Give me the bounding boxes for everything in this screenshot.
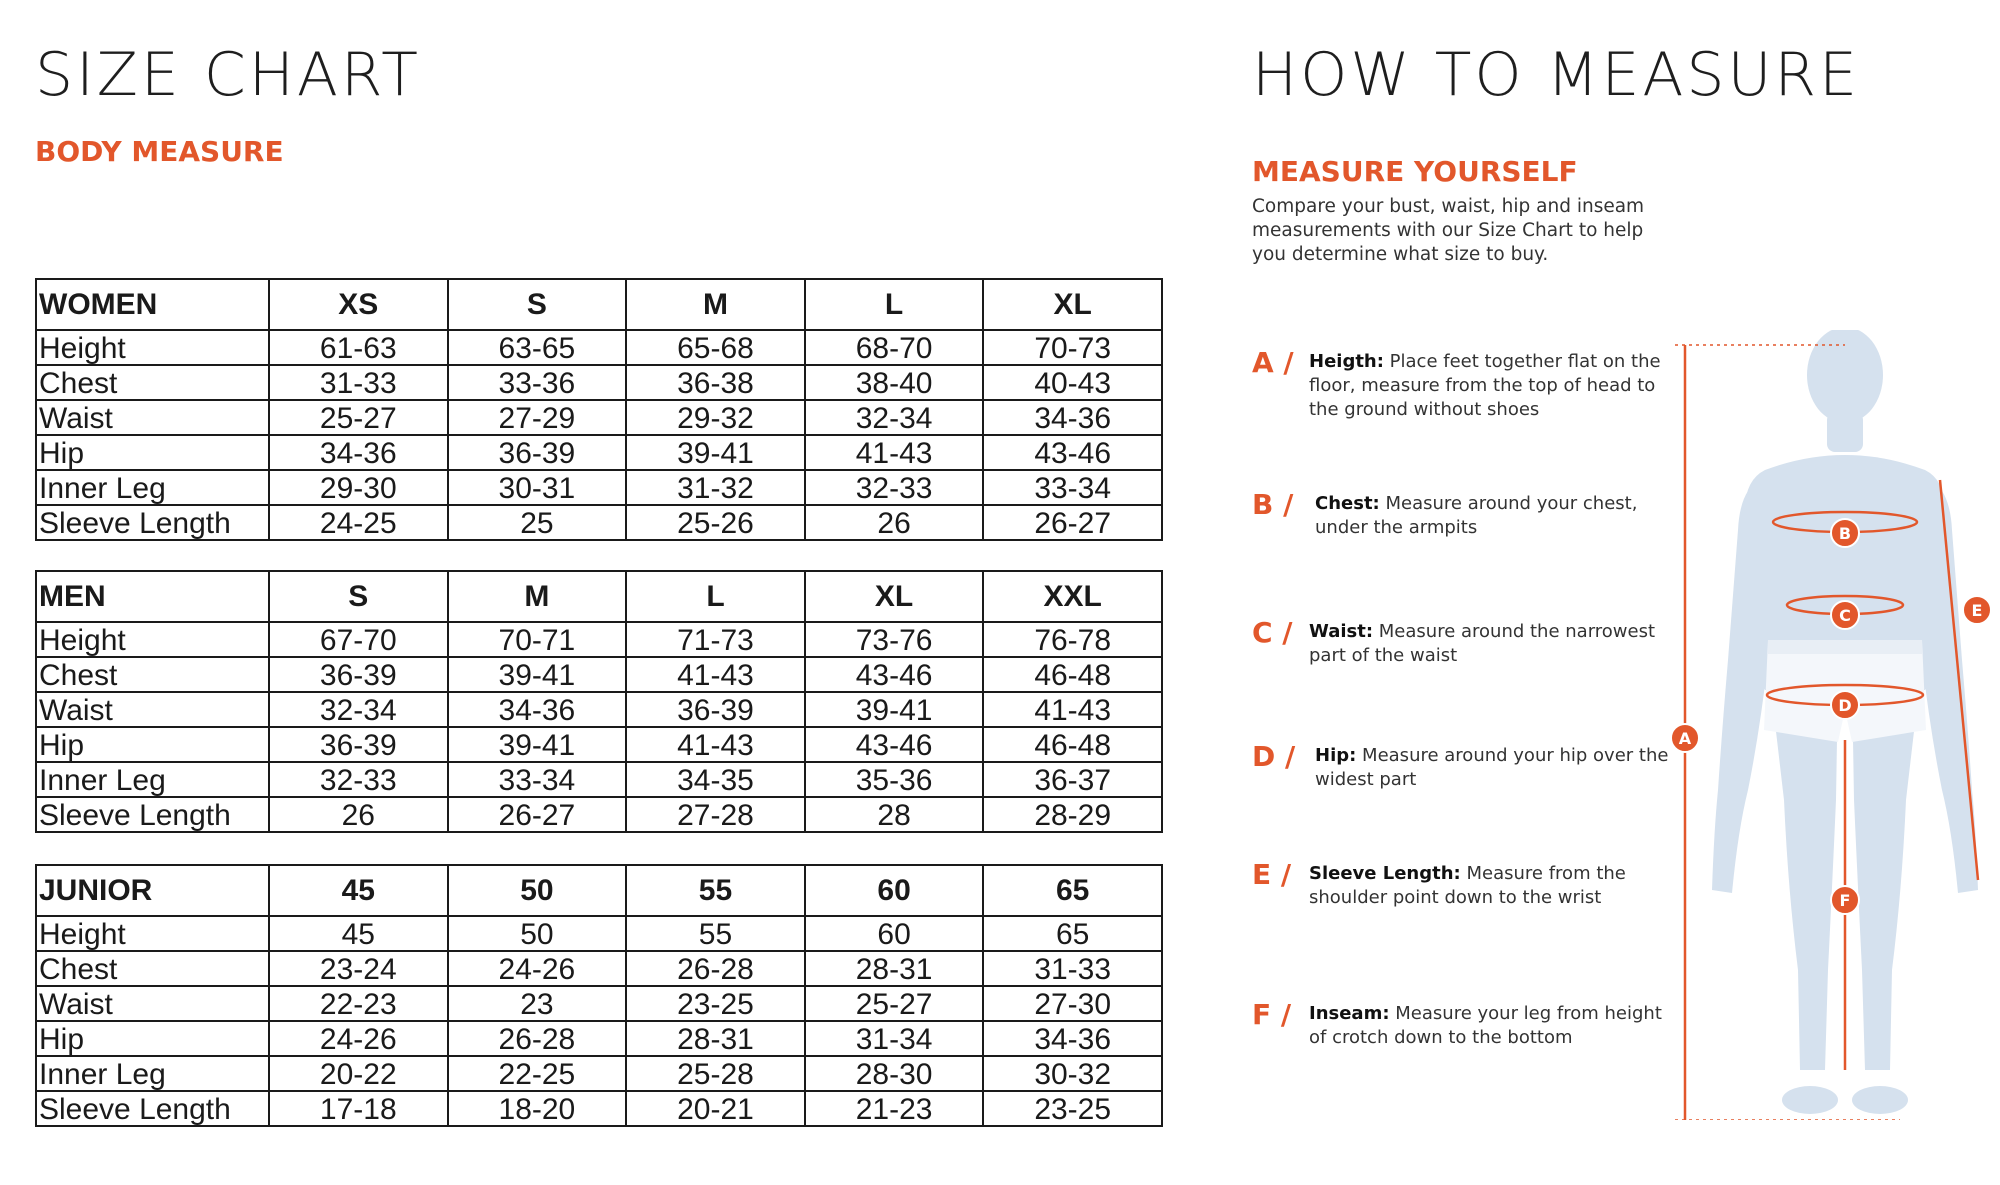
measure-label-cell: Sleeve Length bbox=[36, 797, 269, 832]
measure-label-cell: Height bbox=[36, 916, 269, 951]
table-row bbox=[36, 622, 1162, 657]
measure-label-cell: Sleeve Length bbox=[36, 505, 269, 540]
women-size-table bbox=[35, 278, 1163, 541]
measure-value-cell: 26-27 bbox=[983, 505, 1162, 540]
intro-text: Compare your bust, waist, hip and inseam measurements with our Size Chart to help you determine what size to buy. bbox=[1252, 196, 1645, 265]
measure-value-cell: 21-23 bbox=[805, 1091, 984, 1126]
measure-value-cell: 28-31 bbox=[626, 1021, 805, 1056]
step-term: Chest: bbox=[1315, 493, 1380, 514]
step-letter: B / bbox=[1252, 488, 1294, 521]
measure-value-cell: 25-28 bbox=[626, 1056, 805, 1091]
step-description bbox=[1309, 620, 1669, 668]
step-letter: F / bbox=[1252, 998, 1292, 1031]
measure-value-cell: 68-70 bbox=[805, 330, 984, 365]
table-header-row bbox=[36, 571, 1162, 622]
size-header-cell: L bbox=[626, 571, 805, 622]
size-header-cell: 50 bbox=[448, 865, 627, 916]
size-header-cell: M bbox=[626, 279, 805, 330]
measure-value-cell: 71-73 bbox=[626, 622, 805, 657]
measure-value-cell: 30-32 bbox=[983, 1056, 1162, 1091]
size-header-cell: XL bbox=[983, 279, 1162, 330]
measure-value-cell: 28 bbox=[805, 797, 984, 832]
measure-value-cell: 29-32 bbox=[626, 400, 805, 435]
measure-value-cell: 25-27 bbox=[805, 986, 984, 1021]
measure-label-cell: Sleeve Length bbox=[36, 1091, 269, 1126]
measure-value-cell: 25 bbox=[448, 505, 627, 540]
measure-value-cell: 65-68 bbox=[626, 330, 805, 365]
measure-value-cell: 43-46 bbox=[805, 657, 984, 692]
step-text: Measure from the shoulder point down to the wrist bbox=[1309, 863, 1626, 908]
measure-value-cell: 22-23 bbox=[269, 986, 448, 1021]
measure-value-cell: 38-40 bbox=[805, 365, 984, 400]
marker-a-badge bbox=[1671, 724, 1699, 752]
marker-c-badge bbox=[1831, 601, 1859, 629]
measure-value-cell: 32-34 bbox=[805, 400, 984, 435]
marker-label: D bbox=[1838, 696, 1852, 715]
size-header-cell: XXL bbox=[983, 571, 1162, 622]
step-term: Heigth: bbox=[1309, 351, 1384, 372]
measure-value-cell: 46-48 bbox=[983, 657, 1162, 692]
marker-f-badge bbox=[1831, 886, 1859, 914]
table-row bbox=[36, 727, 1162, 762]
step-description bbox=[1315, 492, 1675, 540]
measure-value-cell: 36-39 bbox=[626, 692, 805, 727]
table-row bbox=[36, 470, 1162, 505]
table-row bbox=[36, 797, 1162, 832]
measure-value-cell: 30-31 bbox=[448, 470, 627, 505]
measure-label-cell: Chest bbox=[36, 657, 269, 692]
measure-value-cell: 76-78 bbox=[983, 622, 1162, 657]
measure-value-cell: 31-32 bbox=[626, 470, 805, 505]
measure-value-cell: 40-43 bbox=[983, 365, 1162, 400]
measure-value-cell: 36-39 bbox=[448, 435, 627, 470]
step-letter: D / bbox=[1252, 740, 1296, 773]
measure-value-cell: 34-36 bbox=[269, 435, 448, 470]
measure-value-cell: 63-65 bbox=[448, 330, 627, 365]
table-row bbox=[36, 1021, 1162, 1056]
measure-value-cell: 17-18 bbox=[269, 1091, 448, 1126]
measure-value-cell: 55 bbox=[626, 916, 805, 951]
table-row bbox=[36, 435, 1162, 470]
measure-value-cell: 31-34 bbox=[805, 1021, 984, 1056]
measure-value-cell: 24-25 bbox=[269, 505, 448, 540]
measure-value-cell: 70-73 bbox=[983, 330, 1162, 365]
measure-value-cell: 39-41 bbox=[626, 435, 805, 470]
step-letter: E / bbox=[1252, 858, 1292, 891]
measure-value-cell: 45 bbox=[269, 916, 448, 951]
table-row bbox=[36, 916, 1162, 951]
measure-value-cell: 39-41 bbox=[448, 657, 627, 692]
step-description bbox=[1309, 1002, 1669, 1050]
step-term: Hip: bbox=[1315, 745, 1357, 766]
step-description bbox=[1315, 744, 1675, 792]
measure-value-cell: 26-27 bbox=[448, 797, 627, 832]
measure-value-cell: 24-26 bbox=[269, 1021, 448, 1056]
table-header-row bbox=[36, 865, 1162, 916]
measure-label-cell: Hip bbox=[36, 1021, 269, 1056]
measure-value-cell: 43-46 bbox=[805, 727, 984, 762]
size-header-cell: 65 bbox=[983, 865, 1162, 916]
size-header-cell: L bbox=[805, 279, 984, 330]
measure-value-cell: 34-36 bbox=[448, 692, 627, 727]
measure-value-cell: 23 bbox=[448, 986, 627, 1021]
measure-label-cell: Chest bbox=[36, 951, 269, 986]
measure-value-cell: 20-21 bbox=[626, 1091, 805, 1126]
measure-label-cell: Chest bbox=[36, 365, 269, 400]
measure-value-cell: 39-41 bbox=[805, 692, 984, 727]
size-header-cell: XL bbox=[805, 571, 984, 622]
measure-value-cell: 60 bbox=[805, 916, 984, 951]
measure-value-cell: 26 bbox=[805, 505, 984, 540]
measure-label-cell: Waist bbox=[36, 986, 269, 1021]
measure-value-cell: 36-37 bbox=[983, 762, 1162, 797]
measure-value-cell: 41-43 bbox=[626, 727, 805, 762]
table-header-row bbox=[36, 279, 1162, 330]
step-description bbox=[1309, 862, 1669, 910]
measure-value-cell: 41-43 bbox=[983, 692, 1162, 727]
measure-value-cell: 28-29 bbox=[983, 797, 1162, 832]
measure-value-cell: 25-27 bbox=[269, 400, 448, 435]
table-row bbox=[36, 330, 1162, 365]
marker-label: F bbox=[1839, 891, 1851, 910]
measure-value-cell: 27-28 bbox=[626, 797, 805, 832]
step-term: Sleeve Length: bbox=[1309, 863, 1461, 884]
measure-value-cell: 32-33 bbox=[269, 762, 448, 797]
measure-value-cell: 46-48 bbox=[983, 727, 1162, 762]
measure-value-cell: 34-36 bbox=[983, 400, 1162, 435]
marker-label: E bbox=[1971, 601, 1983, 620]
table-row bbox=[36, 1056, 1162, 1091]
measure-value-cell: 34-35 bbox=[626, 762, 805, 797]
size-header-cell: 45 bbox=[269, 865, 448, 916]
step-text: Measure your leg from height of crotch down to the bottom bbox=[1309, 1003, 1662, 1048]
measure-value-cell: 70-71 bbox=[448, 622, 627, 657]
measure-value-cell: 26-28 bbox=[448, 1021, 627, 1056]
measure-value-cell: 23-25 bbox=[983, 1091, 1162, 1126]
measure-value-cell: 31-33 bbox=[269, 365, 448, 400]
table-row bbox=[36, 365, 1162, 400]
measure-value-cell: 35-36 bbox=[805, 762, 984, 797]
marker-label: A bbox=[1678, 729, 1692, 748]
measure-value-cell: 36-39 bbox=[269, 657, 448, 692]
measure-label-cell: Hip bbox=[36, 727, 269, 762]
size-header-cell: S bbox=[269, 571, 448, 622]
table-row bbox=[36, 986, 1162, 1021]
body-measure-subtitle: BODY MEASURE bbox=[35, 135, 284, 168]
measure-value-cell: 27-30 bbox=[983, 986, 1162, 1021]
marker-label: B bbox=[1838, 524, 1852, 543]
step-text: Measure around your hip over the widest part bbox=[1315, 745, 1669, 790]
size-header-cell: M bbox=[448, 571, 627, 622]
measure-value-cell: 36-38 bbox=[626, 365, 805, 400]
table-row bbox=[36, 951, 1162, 986]
measure-value-cell: 41-43 bbox=[805, 435, 984, 470]
size-chart-title: SIZE CHART bbox=[35, 40, 421, 110]
table-row bbox=[36, 762, 1162, 797]
step-letter: A / bbox=[1252, 346, 1294, 379]
step-term: Inseam: bbox=[1309, 1003, 1390, 1024]
measure-value-cell: 61-63 bbox=[269, 330, 448, 365]
table-row bbox=[36, 1091, 1162, 1126]
table-row bbox=[36, 400, 1162, 435]
measure-value-cell: 39-41 bbox=[448, 727, 627, 762]
measure-value-cell: 28-31 bbox=[805, 951, 984, 986]
table-row bbox=[36, 505, 1162, 540]
measure-value-cell: 29-30 bbox=[269, 470, 448, 505]
measure-value-cell: 20-22 bbox=[269, 1056, 448, 1091]
step-text: Place feet together flat on the floor, measure from the top of head to the ground without shoes bbox=[1309, 351, 1661, 420]
measure-value-cell: 41-43 bbox=[626, 657, 805, 692]
step-term: Waist: bbox=[1309, 621, 1374, 642]
measure-value-cell: 32-34 bbox=[269, 692, 448, 727]
measure-label-cell: Waist bbox=[36, 692, 269, 727]
size-header-cell: 55 bbox=[626, 865, 805, 916]
measure-value-cell: 28-30 bbox=[805, 1056, 984, 1091]
measure-value-cell: 18-20 bbox=[448, 1091, 627, 1126]
measure-label-cell: Inner Leg bbox=[36, 1056, 269, 1091]
table-row bbox=[36, 657, 1162, 692]
marker-d-badge bbox=[1831, 691, 1859, 719]
measure-label-cell: Hip bbox=[36, 435, 269, 470]
measure-label-cell: Height bbox=[36, 622, 269, 657]
measure-value-cell: 22-25 bbox=[448, 1056, 627, 1091]
how-to-measure-title: HOW TO MEASURE bbox=[1252, 40, 1861, 110]
measure-value-cell: 36-39 bbox=[269, 727, 448, 762]
measure-value-cell: 67-70 bbox=[269, 622, 448, 657]
step-letter: C / bbox=[1252, 616, 1293, 649]
measure-value-cell: 34-36 bbox=[983, 1021, 1162, 1056]
marker-label: C bbox=[1839, 606, 1851, 625]
body-figure-diagram bbox=[1660, 330, 1990, 1120]
measure-value-cell: 31-33 bbox=[983, 951, 1162, 986]
measure-value-cell: 73-76 bbox=[805, 622, 984, 657]
table-group-label: JUNIOR bbox=[36, 865, 269, 916]
measure-value-cell: 23-25 bbox=[626, 986, 805, 1021]
measure-value-cell: 24-26 bbox=[448, 951, 627, 986]
measure-value-cell: 33-36 bbox=[448, 365, 627, 400]
measure-value-cell: 33-34 bbox=[448, 762, 627, 797]
table-group-label: WOMEN bbox=[36, 279, 269, 330]
measure-value-cell: 25-26 bbox=[626, 505, 805, 540]
men-size-table bbox=[35, 570, 1163, 833]
table-group-label: MEN bbox=[36, 571, 269, 622]
measure-value-cell: 43-46 bbox=[983, 435, 1162, 470]
measure-value-cell: 32-33 bbox=[805, 470, 984, 505]
size-header-cell: S bbox=[448, 279, 627, 330]
size-header-cell: 60 bbox=[805, 865, 984, 916]
measure-value-cell: 50 bbox=[448, 916, 627, 951]
measure-value-cell: 27-29 bbox=[448, 400, 627, 435]
step-text: Measure around your chest, under the armpits bbox=[1315, 493, 1638, 538]
measure-value-cell: 26-28 bbox=[626, 951, 805, 986]
measure-value-cell: 23-24 bbox=[269, 951, 448, 986]
measure-value-cell: 26 bbox=[269, 797, 448, 832]
measure-label-cell: Height bbox=[36, 330, 269, 365]
size-header-cell: XS bbox=[269, 279, 448, 330]
measure-label-cell: Inner Leg bbox=[36, 470, 269, 505]
measure-label-cell: Inner Leg bbox=[36, 762, 269, 797]
measure-yourself-subtitle: MEASURE YOURSELF bbox=[1252, 155, 1578, 188]
step-text: Measure around the narrowest part of the waist bbox=[1309, 621, 1656, 666]
measure-value-cell: 65 bbox=[983, 916, 1162, 951]
measure-label-cell: Waist bbox=[36, 400, 269, 435]
table-row bbox=[36, 692, 1162, 727]
measure-value-cell: 33-34 bbox=[983, 470, 1162, 505]
junior-size-table bbox=[35, 864, 1163, 1127]
step-description bbox=[1309, 350, 1669, 422]
marker-e-badge bbox=[1963, 596, 1990, 624]
marker-b-badge bbox=[1831, 519, 1859, 547]
